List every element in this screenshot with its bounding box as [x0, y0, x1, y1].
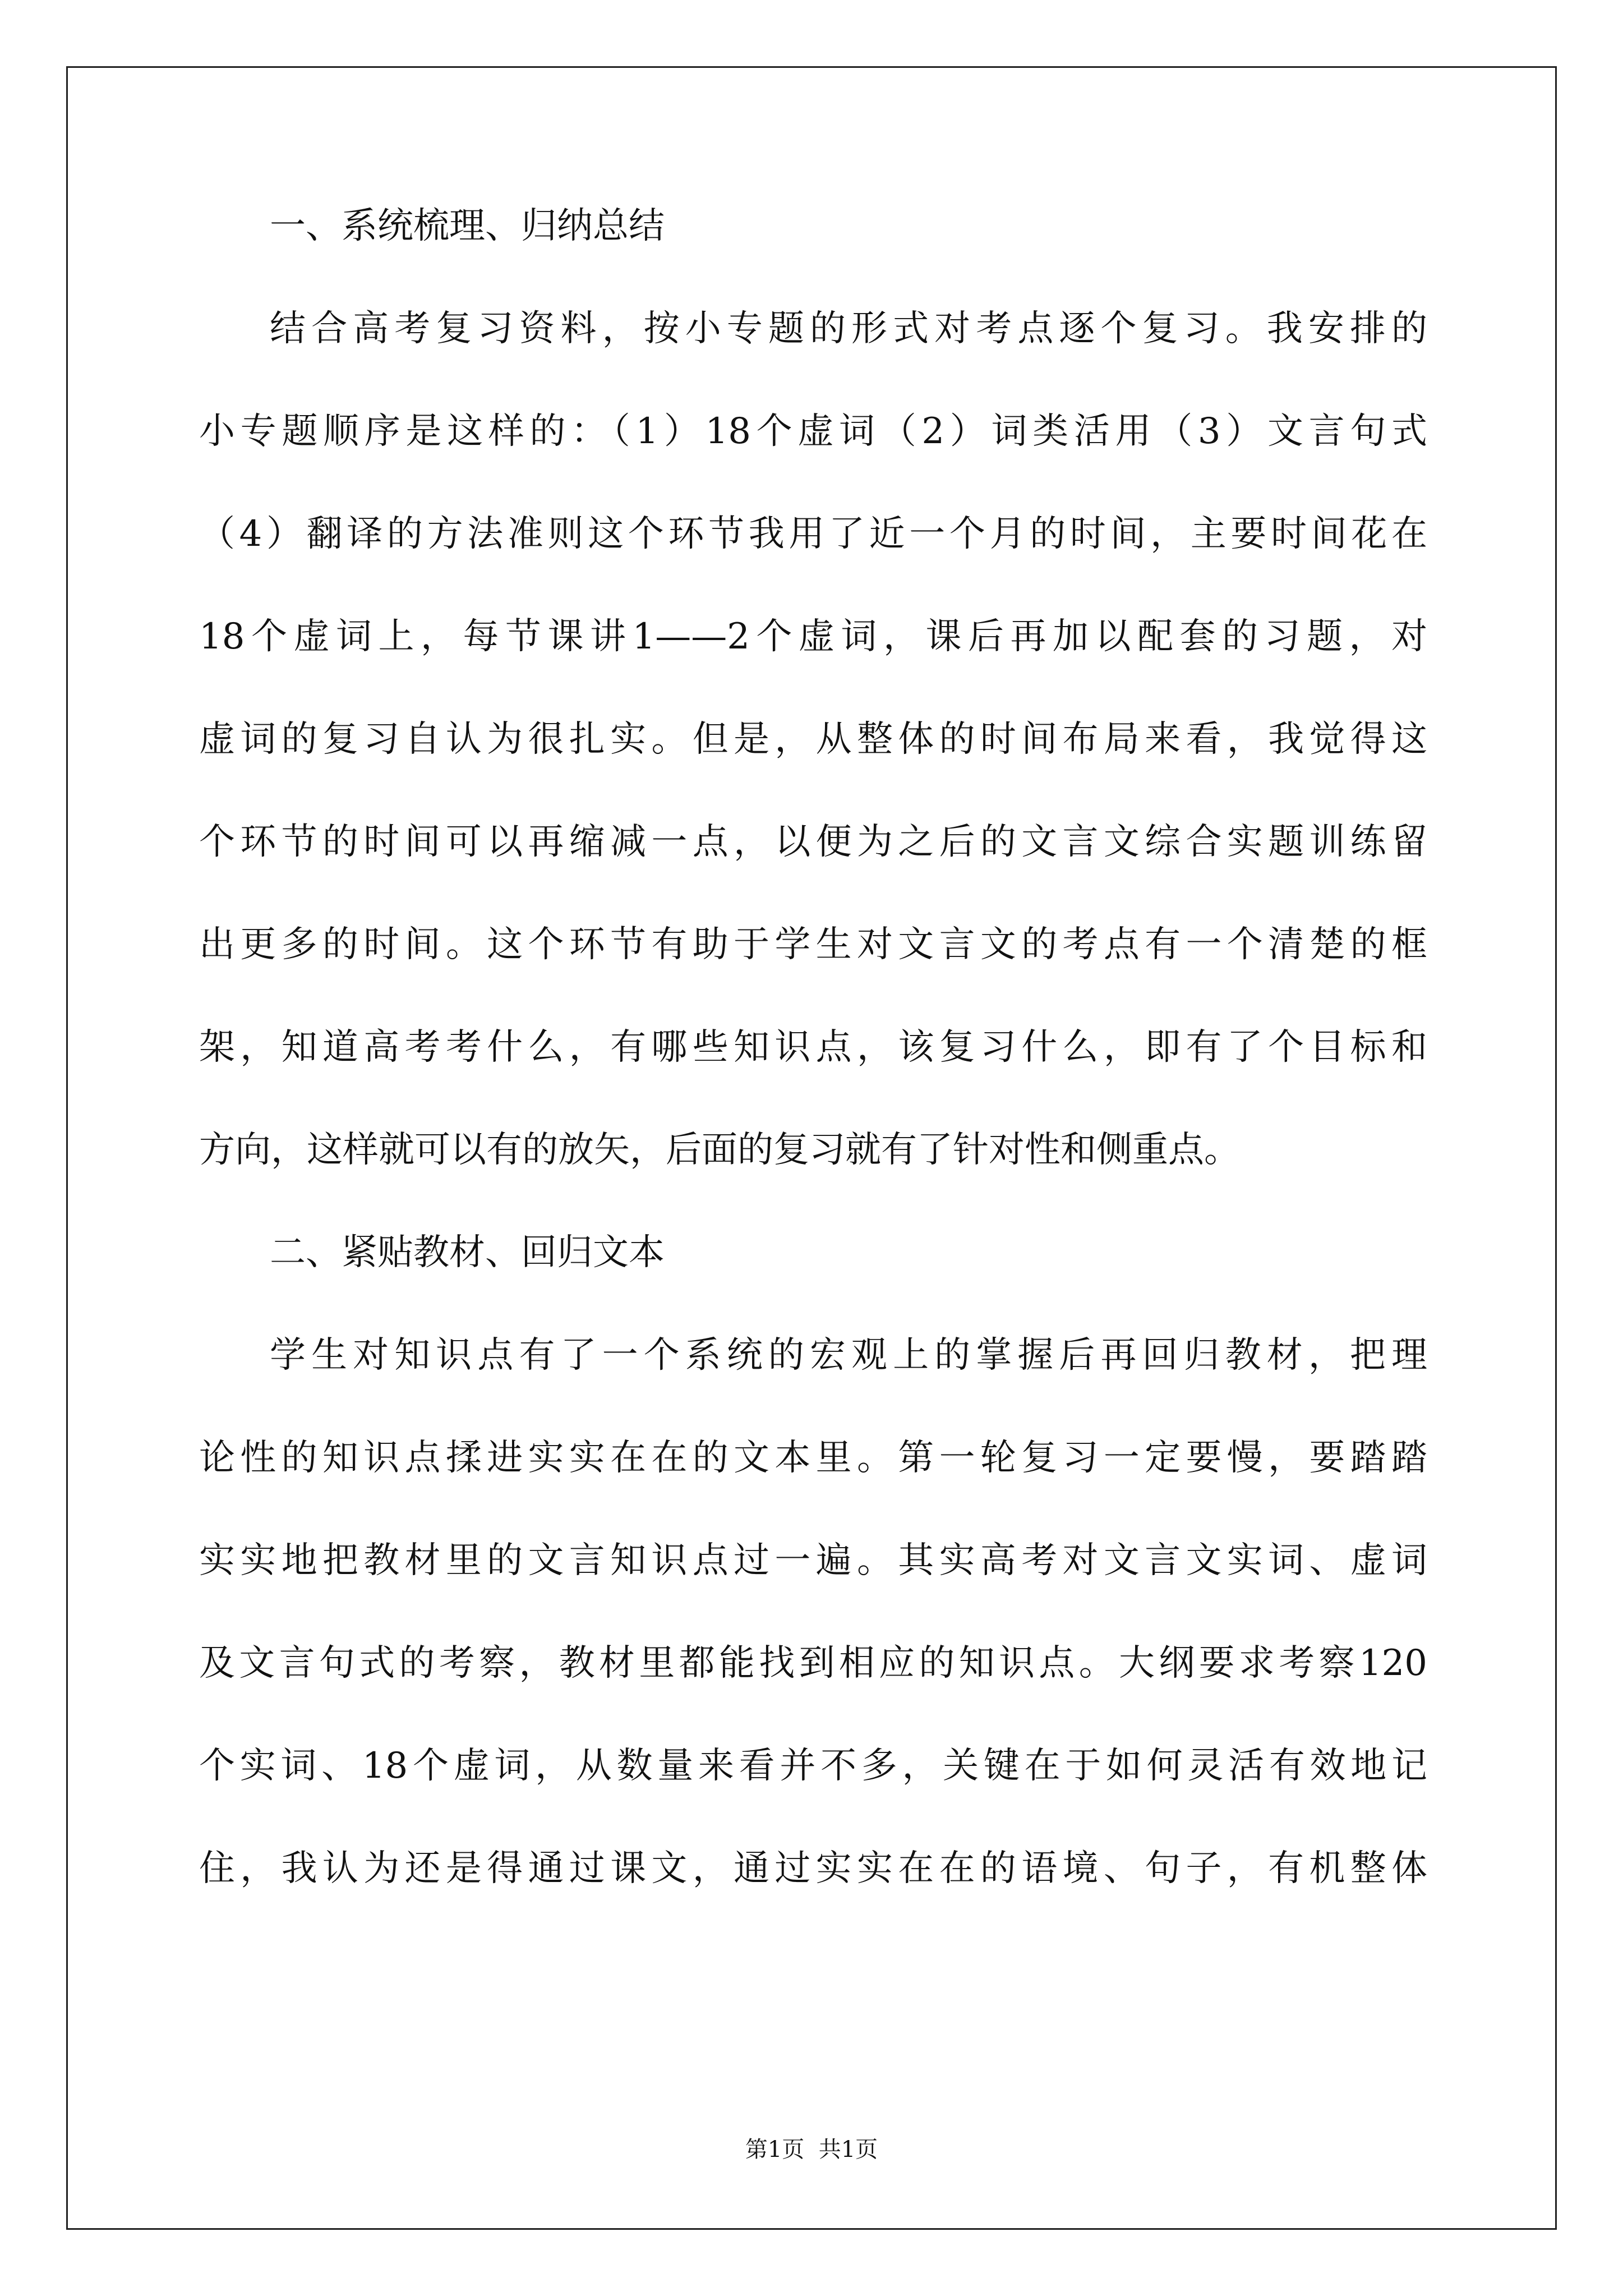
- paragraph-line: 方向，这样就可以有的放矢，后面的复习就有了针对性和侧重点。: [199, 1129, 1240, 1171]
- page-footer: 第1页 共1页: [745, 2137, 878, 2162]
- paragraph-line: 架，知道高考考什么，有哪些知识点，该复习什么，即有了个目标和: [199, 1027, 1427, 1068]
- section-paragraph: [199, 308, 1427, 1235]
- paragraph-line: 18个虚词上，每节课讲1——2个虚词，课后再加以配套的习题，对: [199, 616, 1427, 657]
- section-paragraph: [199, 1337, 1427, 1953]
- paragraph-line: 个环节的时间可以再缩减一点，以便为之后的文言文综合实题训练留: [199, 821, 1427, 863]
- section-2: [199, 1232, 1427, 1953]
- paragraph-line: 住，我认为还是得通过课文，通过实实在在的语境、句子，有机整体: [199, 1848, 1427, 1889]
- paragraph-line: 学生对知识点有了一个系统的宏观上的掌握后再回归教材，把理: [270, 1335, 1427, 1376]
- paragraph-line: 出更多的时间。这个环节有助于学生对文言文的考点有一个清楚的框: [199, 924, 1427, 965]
- paragraph-line: 论性的知识点揉进实实在在的文本里。第一轮复习一定要慢，要踏踏: [199, 1437, 1427, 1479]
- section-1: [199, 205, 1427, 1235]
- paragraph-line: 实实地把教材里的文言知识点过一遍。其实高考对文言文实词、虚词: [199, 1540, 1427, 1581]
- section-heading: 二、紧贴教材、回归文本: [270, 1232, 665, 1273]
- paragraph-line: 个实词、18个虚词，从数量来看并不多，关键在于如何灵活有效地记: [199, 1745, 1427, 1787]
- paragraph-line: 小专题顺序是这样的：（1）18个虚词（2）词类活用（3）文言句式: [199, 411, 1427, 452]
- paragraph-line: 虚词的复习自认为很扎实。但是，从整体的时间布局来看，我觉得这: [199, 719, 1427, 760]
- section-heading: 一、系统梳理、归纳总结: [270, 205, 665, 247]
- paragraph-line: 及文言句式的考察，教材里都能找到相应的知识点。大纲要求考察120: [199, 1642, 1427, 1684]
- paragraph-line: （4）翻译的方法准则这个环节我用了近一个月的时间，主要时间花在: [199, 513, 1427, 555]
- paragraph-line: 结合高考复习资料，按小专题的形式对考点逐个复习。我安排的: [270, 308, 1427, 349]
- document-body: [199, 205, 1427, 1953]
